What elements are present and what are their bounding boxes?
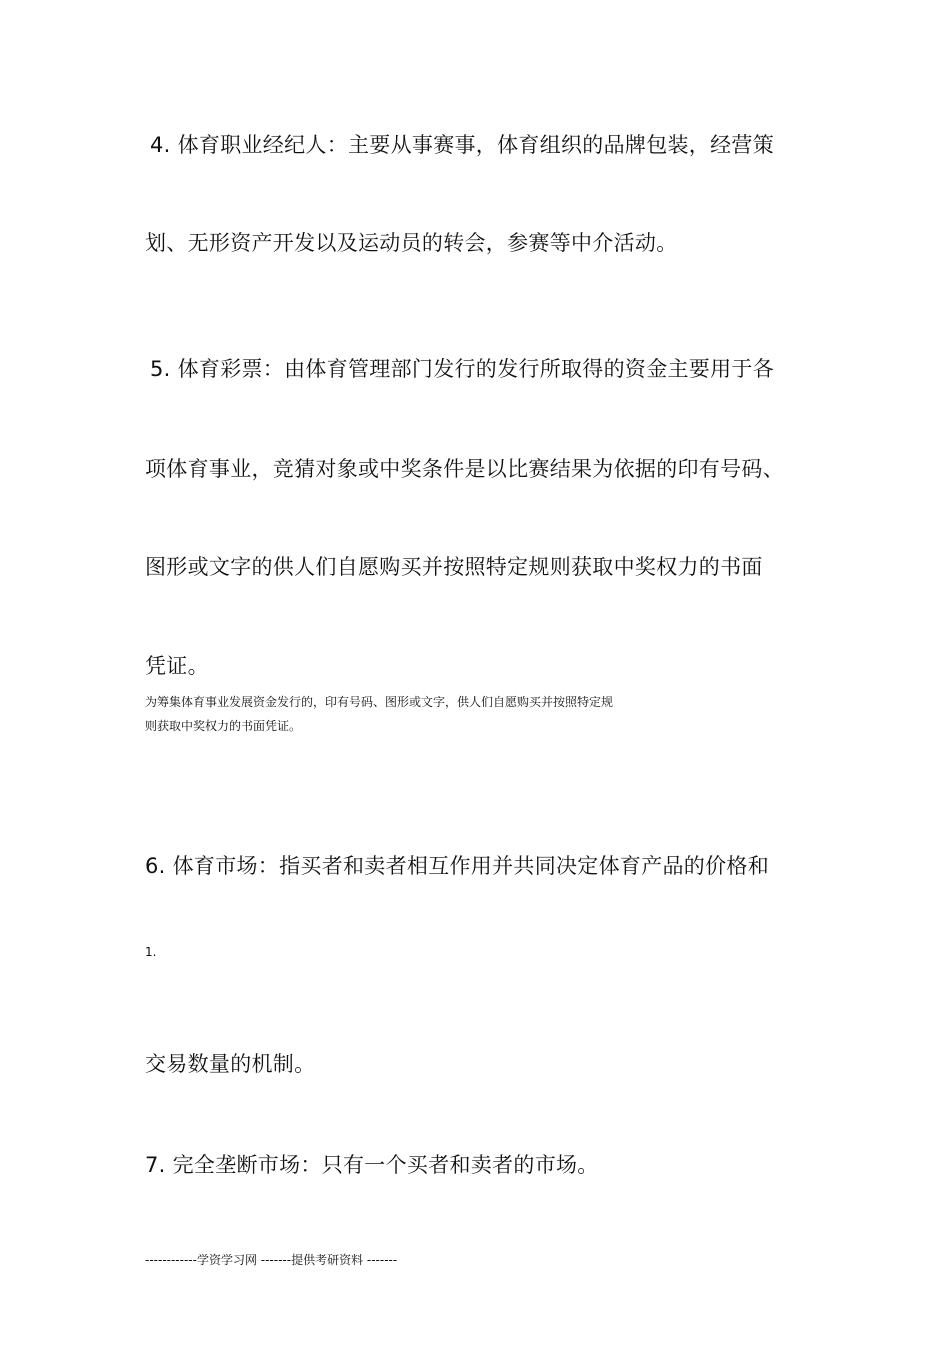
page-number: 1.	[145, 945, 157, 959]
item-5-line-2: 项体育事业，竞猜对象或中奖条件是以比赛结果为依据的印有号码、	[145, 457, 784, 481]
item-4-line-1: 4. 体育职业经纪人：主要从事赛事，体育组织的品牌包装，经营策	[150, 133, 775, 157]
item-5-line-1: 5. 体育彩票：由体育管理部门发行的发行所取得的资金主要用于各	[150, 357, 775, 381]
item-6-line-2: 交易数量的机制。	[145, 1052, 316, 1076]
item-5-note-line-2: 则获取中奖权力的书面凭证。	[145, 719, 302, 733]
item-4-line-2: 划、无形资产开发以及运动员的转会，参赛等中介活动。	[145, 231, 678, 255]
item-7-line-1: 7. 完全垄断市场：只有一个买者和卖者的市场。	[145, 1153, 599, 1177]
item-6-line-1: 6. 体育市场：指买者和卖者相互作用并共同决定体育产品的价格和	[145, 854, 770, 878]
footer-text: ------------学资学习网 -------提供考研资料 -------	[145, 1253, 398, 1267]
item-5-note-line-1: 为筹集体育事业发展资金发行的，印有号码、图形或文字，供人们自愿购买并按照特定规	[145, 695, 614, 709]
item-5-line-3: 图形或文字的供人们自愿购买并按照特定规则获取中奖权力的书面	[145, 555, 763, 579]
item-5-line-4: 凭证。	[145, 654, 209, 678]
